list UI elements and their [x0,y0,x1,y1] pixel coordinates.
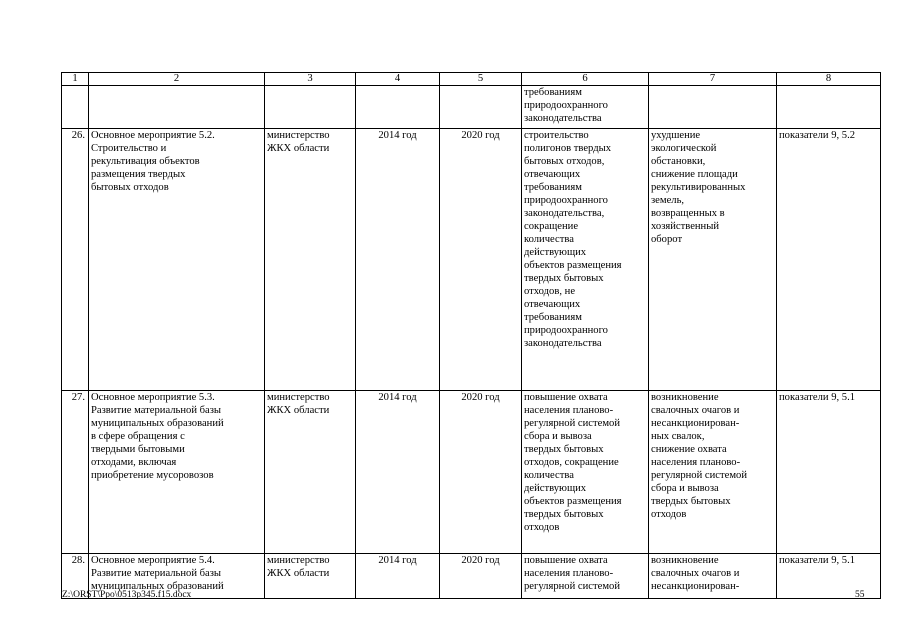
column-number: 1 [62,73,89,86]
column-number-row [62,73,881,86]
row-number-cell [62,86,89,129]
activity-cell: Основное мероприятие 5.2. Строительство и рекультивация объектов размещения твердых бытовых отходов [89,129,265,391]
executor-cell: министерство ЖКХ области [265,391,356,554]
table-row [62,129,881,391]
column-number: 6 [522,73,649,86]
executor-cell: министерство ЖКХ области [265,554,356,599]
end-year-cell: 2020 год [440,391,522,554]
end-year-cell [440,86,522,129]
column-number: 7 [649,73,777,86]
start-year-cell: 2014 год [356,391,440,554]
consequences-cell: возникновение свалочных очагов и несанкционирован- ных свалок, снижение охвата населения планово- регулярной системой сбора и вывоза твердых бытовых отходов [649,391,777,554]
column-number: 4 [356,73,440,86]
column-number: 5 [440,73,522,86]
page-number: 55 [855,590,865,600]
consequences-cell [649,86,777,129]
expected-result-cell: повышение охвата населения планово- регулярной системой [522,554,649,599]
activity-cell: Основное мероприятие 5.3. Развитие материальной базы муниципальных образований в сфере обращения с твердыми бытовыми отходами, включая приобретение мусоровозов [89,391,265,554]
expected-result-cell: повышение охвата населения планово- регулярной системой сбора и вывоза твердых бытовых отходов, сокращение количества действующих объектов размещения твердых бытовых отходов [522,391,649,554]
consequences-cell: ухудшение экологической обстановки, снижение площади рекультивированных земель, возвращенных в хозяйственный оборот [649,129,777,391]
consequences-cell: возникновение свалочных очагов и несанкционирован- [649,554,777,599]
activity-cell: Основное мероприятие 5.4. Развитие материальной базы муниципальных образований [89,554,265,599]
executor-cell: министерство ЖКХ области [265,129,356,391]
start-year-cell [356,86,440,129]
table-row [62,391,881,554]
expected-result-cell: строительство полигонов твердых бытовых отходов, отвечающих требованиям природоохранного законодательства, сокращение количества действующих объектов размещения твердых бытовых отходов, не отвечающих требованиям природоохранного законодательства [522,129,649,391]
row-number-cell: 27. [62,391,89,554]
activity-cell [89,86,265,129]
column-number: 3 [265,73,356,86]
column-number: 2 [89,73,265,86]
end-year-cell: 2020 год [440,129,522,391]
table-row [62,86,881,129]
indicators-cell: показатели 9, 5.1 [777,554,881,599]
executor-cell [265,86,356,129]
indicators-cell: показатели 9, 5.1 [777,391,881,554]
end-year-cell: 2020 год [440,554,522,599]
expected-result-cell: требованиям природоохранного законодательства [522,86,649,129]
activities-table [61,72,881,599]
indicators-cell [777,86,881,129]
footer-file-path: Z:\ORST\Ppo\0513p345.f15.docx [62,590,192,600]
start-year-cell: 2014 год [356,554,440,599]
start-year-cell: 2014 год [356,129,440,391]
row-number-cell: 28. [62,554,89,599]
column-number: 8 [777,73,881,86]
indicators-cell: показатели 9, 5.2 [777,129,881,391]
row-number-cell: 26. [62,129,89,391]
